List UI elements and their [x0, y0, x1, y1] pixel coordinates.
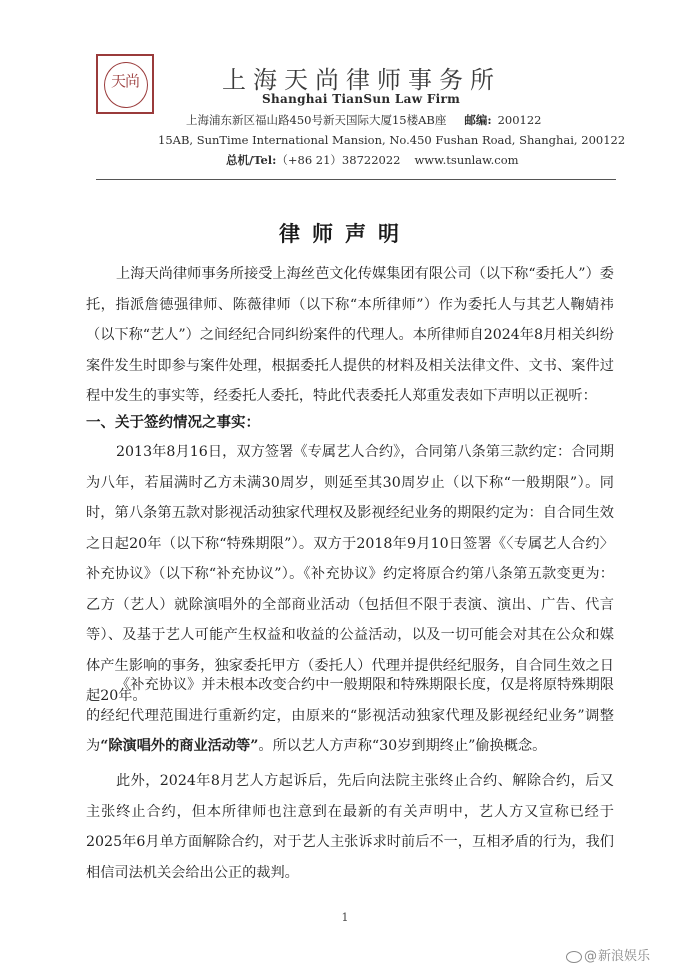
watermark-text: 新浪娱乐 — [598, 949, 651, 964]
letterhead-divider — [96, 179, 616, 180]
postcode: 200122 — [497, 113, 542, 127]
at-icon: @ — [584, 949, 597, 964]
paragraph-2-text-a: 《补充协议》并未根本改变合约中一般期限和特殊期限长度，仅是将原特殊期限的经纪代理范围进行重新约定，由原来的“影视活动独家代理及影视经纪业务”调整为 — [86, 677, 614, 754]
section-paragraph-3: 此外，2024年8月艺人方起诉后，先后向法院主张终止合约、解除合约，后又主张终止合约，但本所律师也注意到在最新的有关声明中，艺人方又宣称已经于2025年6月单方面解除合约，对于艺人主张诉求时前后不一，互相矛盾的行为，我们相信司法机关会给出公正的裁判。 — [86, 773, 614, 881]
source-watermark — [566, 945, 650, 964]
paragraph-2-text-b: 。所以艺人方声称“30岁到期终止”偷换概念。 — [258, 738, 547, 754]
firm-name-cn: 上海天尚律师事务所 — [222, 66, 501, 94]
address-cn: 上海浦东新区福山路450号新天国际大厦15楼AB座 — [186, 113, 447, 127]
logo-text: 天尚 — [110, 72, 139, 90]
address-en: 15AB, SunTime International Mansion, No.450 Fushan Road, Shanghai, 200122 — [158, 133, 626, 147]
document-title: 律师声明 — [279, 221, 411, 246]
section-paragraph-2 — [86, 670, 614, 762]
weibo-icon — [566, 951, 582, 963]
intro-paragraph: 上海天尚律师事务所接受上海丝芭文化传媒集团有限公司（以下称“委托人”）委托，指派詹德强律师、陈薇律师（以下称“本所律师”）作为委托人与其艺人鞠婧祎（以下称“艺人”）之间经纪合同纠纷案件的代理人。本所律师自2024年8月相关纠纷案件发生时即参与案件处理，根据委托人提供的材料及相关法律文件、文书、案件过程中发生的事实等，经委托人委托，特此代表委托人郑重发表如下声明以正视听： — [86, 266, 614, 404]
paragraph-2-bold-text: “除演唱外的商业活动等” — [100, 738, 259, 754]
contact-line — [226, 152, 519, 168]
page-number: 1 — [341, 911, 349, 924]
firm-name-en: Shanghai TianSun Law Firm — [262, 92, 461, 106]
postcode-label: 邮编: — [464, 113, 492, 127]
tel-label: 总机/Tel: — [226, 153, 277, 167]
address-cn-line — [186, 112, 542, 128]
tel-number: （+86 21）38722022 — [276, 153, 401, 167]
section-paragraph-1: 2013年8月16日，双方签署《专属艺人合约》，合同第八条第三款约定：合同期为八年，若届满时乙方未满30周岁，则延至其30周岁止（以下称“一般期限”）。同时，第八条第五款对影视活动独家代理权及影视经纪业务的期限约定为：自合同生效之日起20年（以下称“特殊期限”）。双方于2018年9月10日签署《〈专属艺人合约〉补充协议》（以下称“补充协议”）。《补充协议》约定将原合约第八条第五款变更为：乙方（艺人）就除演唱外的全部商业活动（包括但不限于表演、演出、广告、代言等）、及基于艺人可能产生权益和收益的公益活动，以及一切可能会对其在公众和媒体产生影响的事务，独家委托甲方（委托人）代理并提供经纪服务，自合同生效之日起20年。 — [86, 444, 614, 704]
firm-logo — [96, 54, 154, 114]
section-heading: 一、关于签约情况之事实： — [86, 414, 260, 431]
website: www.tsunlaw.com — [414, 153, 519, 167]
